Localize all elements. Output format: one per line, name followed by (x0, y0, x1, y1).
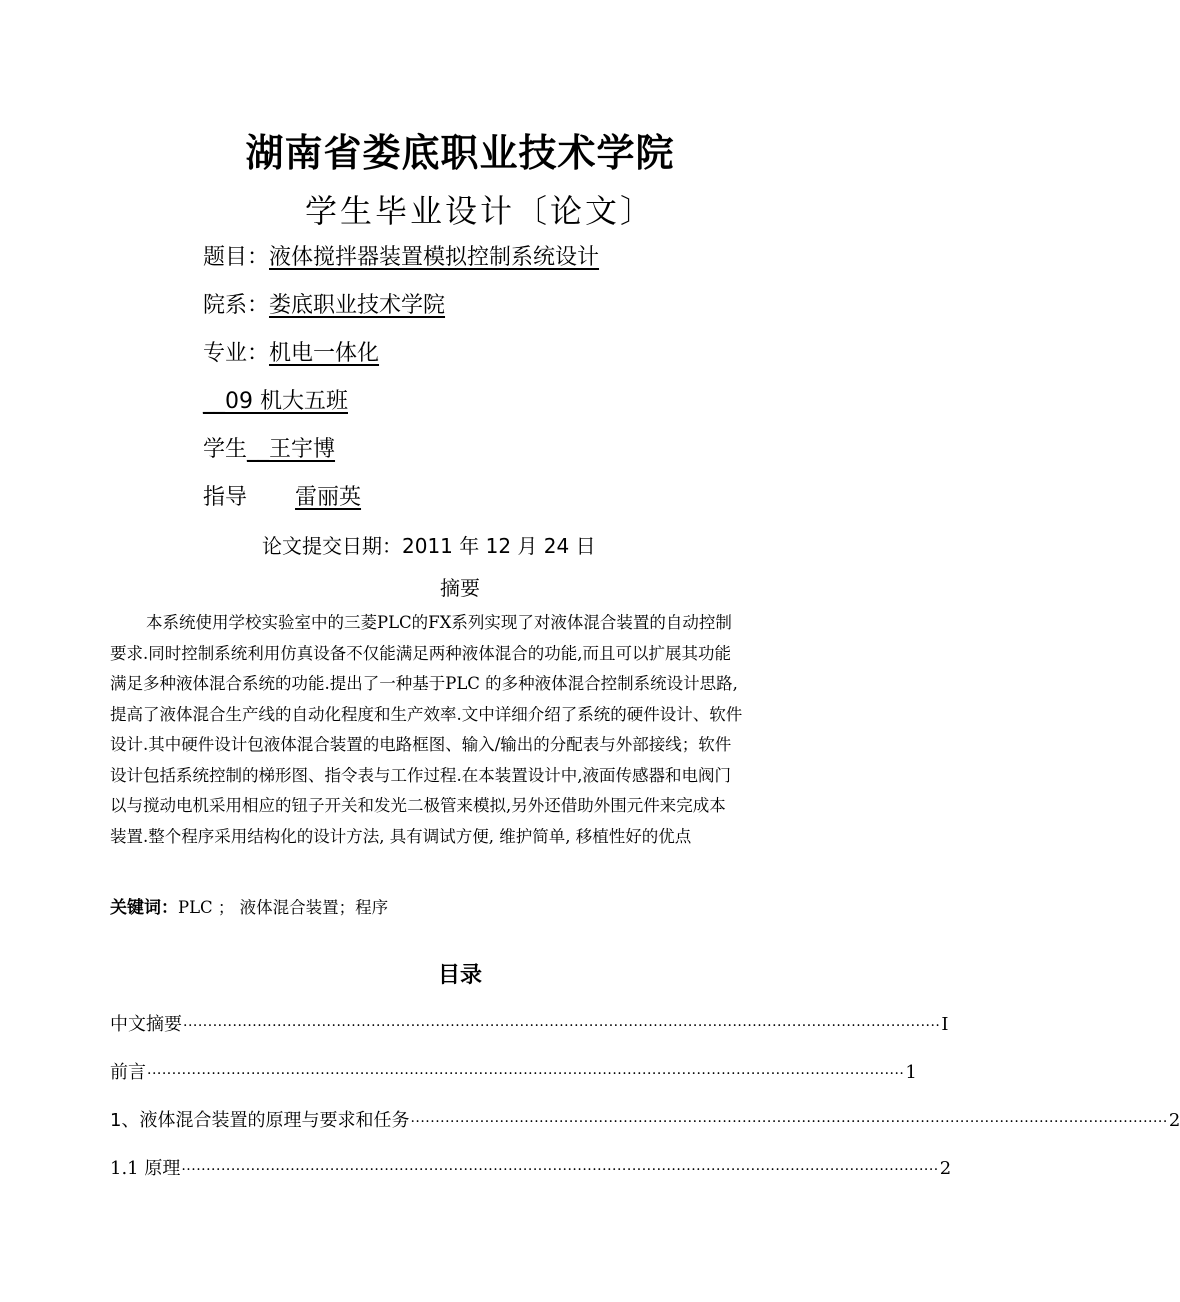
abstract-title: 摘要 (440, 576, 480, 600)
department-label: 院系： (203, 293, 270, 318)
toc-dot-leader: ························································································································································· (181, 1162, 939, 1178)
class-row (203, 384, 348, 415)
abstract-line: 要求.同时控制系统利用仿真设备不仅能满足两种液体混合的功能,而且可以扩展其功能 (110, 643, 731, 663)
toc-dot-leader: ························································································································································· (183, 1018, 941, 1034)
school-title: 湖南省娄底职业技术学院 (245, 131, 675, 175)
submission-date: 论文提交日期：2011 年 12 月 24 日 (262, 534, 596, 558)
keywords-label: 关键词： (110, 898, 178, 918)
toc-entry-label: 前言 (110, 1062, 146, 1083)
toc-entry-page: 2 (939, 1158, 952, 1179)
keywords-value: PLC ； 液体混合装置；程序 (178, 898, 389, 917)
toc-entry-label: 中文摘要 (110, 1014, 182, 1035)
topic-row (203, 240, 599, 271)
document-type: 学生毕业设计〔论文〕 (304, 192, 655, 230)
toc-entry-page: 2 (1168, 1110, 1180, 1131)
abstract-line: 装置.整个程序采用结构化的设计方法, 具有调试方便, 维护简单, 移植性好的优点 (110, 826, 692, 846)
topic-value: 液体搅拌器装置模拟控制系统设计 (269, 245, 600, 270)
toc-entry[interactable] (110, 1010, 949, 1036)
major-value: 机电一体化 (269, 341, 380, 366)
toc-entry[interactable] (110, 1058, 917, 1084)
toc-dot-leader: ························································································································································· (410, 1114, 1168, 1130)
class-value: __09 机大五班 (203, 389, 348, 414)
student-label: 学生 (203, 437, 248, 462)
advisor-value: 雷丽英 (295, 485, 362, 510)
abstract-line: 设计包括系统控制的梯形图、指令表与工作过程.在本装置设计中,液面传感器和电阀门 (110, 765, 731, 785)
toc-entry-label: 1.1 原理 (110, 1158, 181, 1179)
abstract-body (110, 608, 820, 852)
major-row (203, 336, 379, 367)
topic-label: 题目： (203, 245, 270, 270)
major-label: 专业： (203, 341, 270, 366)
toc-entry-page: 1 (905, 1062, 917, 1083)
department-row (203, 288, 445, 319)
department-value: 娄底职业技术学院 (269, 293, 446, 318)
abstract-line: 满足多种液体混合系统的功能.提出了一种基于PLC 的多种液体混合控制系统设计思路, (110, 674, 738, 693)
toc-dot-leader: ························································································································································· (147, 1066, 905, 1082)
advisor-row (203, 480, 361, 511)
toc-entry[interactable] (110, 1154, 952, 1180)
abstract-line: 本系统使用学校实验室中的三菱PLC的FX系列实现了对液体混合装置的自动控制 (146, 613, 732, 632)
keywords-row (110, 893, 388, 918)
student-row (203, 432, 335, 463)
toc-entry[interactable] (110, 1106, 1180, 1132)
abstract-line: 设计.其中硬件设计包液体混合装置的电路框图、输入/输出的分配表与外部接线；软件 (110, 735, 732, 754)
toc-title: 目录 (437, 963, 482, 988)
toc-entry-label: 1、液体混合装置的原理与要求和任务 (110, 1110, 410, 1131)
abstract-line: 提高了液体混合生产线的自动化程度和生产效率.文中详细介绍了系统的硬件设计、软件 (110, 704, 743, 724)
abstract-line: 以与搅动电机采用相应的钮子开关和发光二极管来模拟,另外还借助外围元件来完成本 (110, 796, 726, 815)
advisor-label: 指导 (203, 485, 248, 510)
student-value: __王宇博 (247, 437, 336, 462)
toc-entry-page: I (941, 1014, 949, 1035)
